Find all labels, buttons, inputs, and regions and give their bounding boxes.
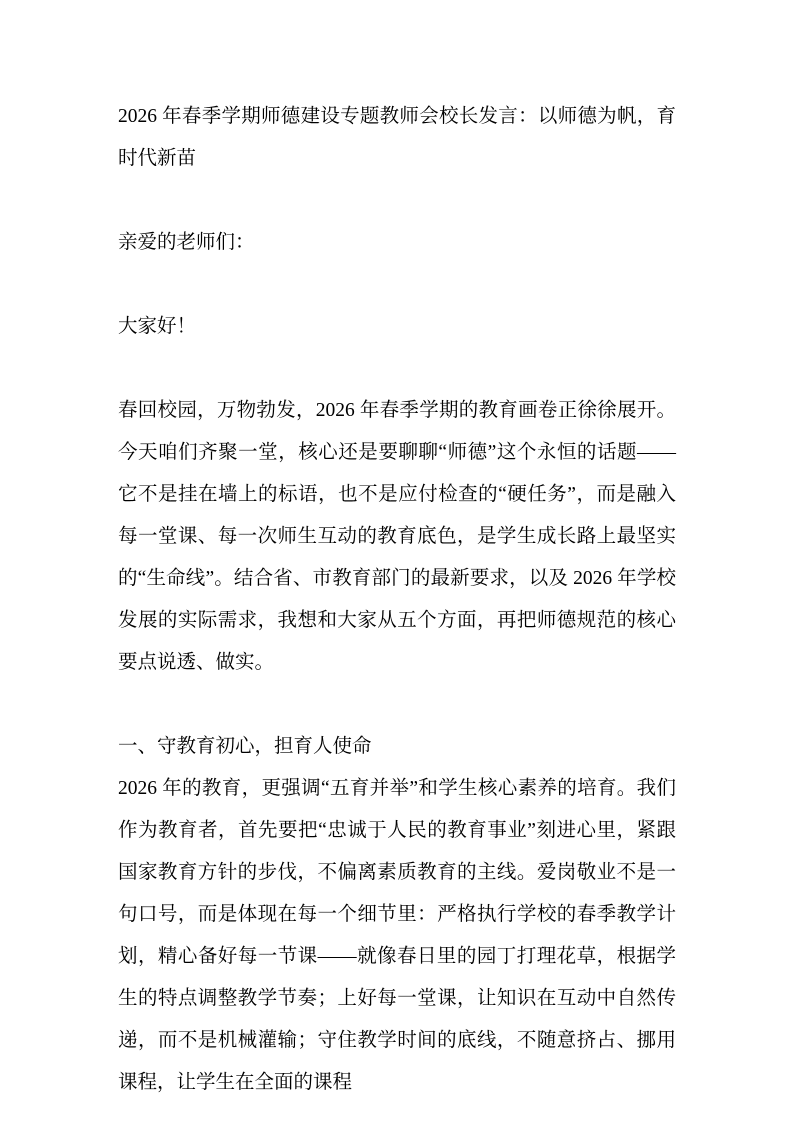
salutation: 亲爱的老师们： <box>118 232 255 253</box>
section-1-heading: 一、守教育初心，担育人使命 <box>118 736 372 757</box>
document-title: 2026 年春季学期师德建设专题教师会校长发言：以师德为帆，育时代新苗 <box>118 106 676 169</box>
greeting: 大家好！ <box>118 316 197 337</box>
section-1-paragraph: 2026 年的教育，更强调“五育并举”和学生核心素养的培育。我们作为教育者，首先要把“忠诚于人民的教育事业”刻进心里，紧跟国家教育方针的步伐，不偏离素质教育的主线。爱岗敬业不是一句口号，而是体现在每一个细节里：严格执行学校的春季教学计划，精心备好每一节课——就像春日里的园丁打理花草，根据学生的特点调整教学节奏；上好每一堂课，让知识在互动中自然传递，而不是机械灌输；守住教学时间的底线，不随意挤占、挪用课程，让学生在全面的课程 <box>118 778 676 1093</box>
opening-paragraph: 春回校园，万物勃发，2026 年春季学期的教育画卷正徐徐展开。今天咱们齐聚一堂，核心还是要聊聊“师德”这个永恒的话题——它不是挂在墙上的标语，也不是应付检查的“硬任务”，而是融入每一堂课、每一次师生互动的教育底色，是学生成长路上最坚实的“生命线”。结合省、市教育部门的最新要求，以及 2026 年学校发展的实际需求，我想和大家从五个方面，再把师德规范的核心要点说透、做实。 <box>118 400 676 673</box>
section-1 <box>118 726 676 1104</box>
